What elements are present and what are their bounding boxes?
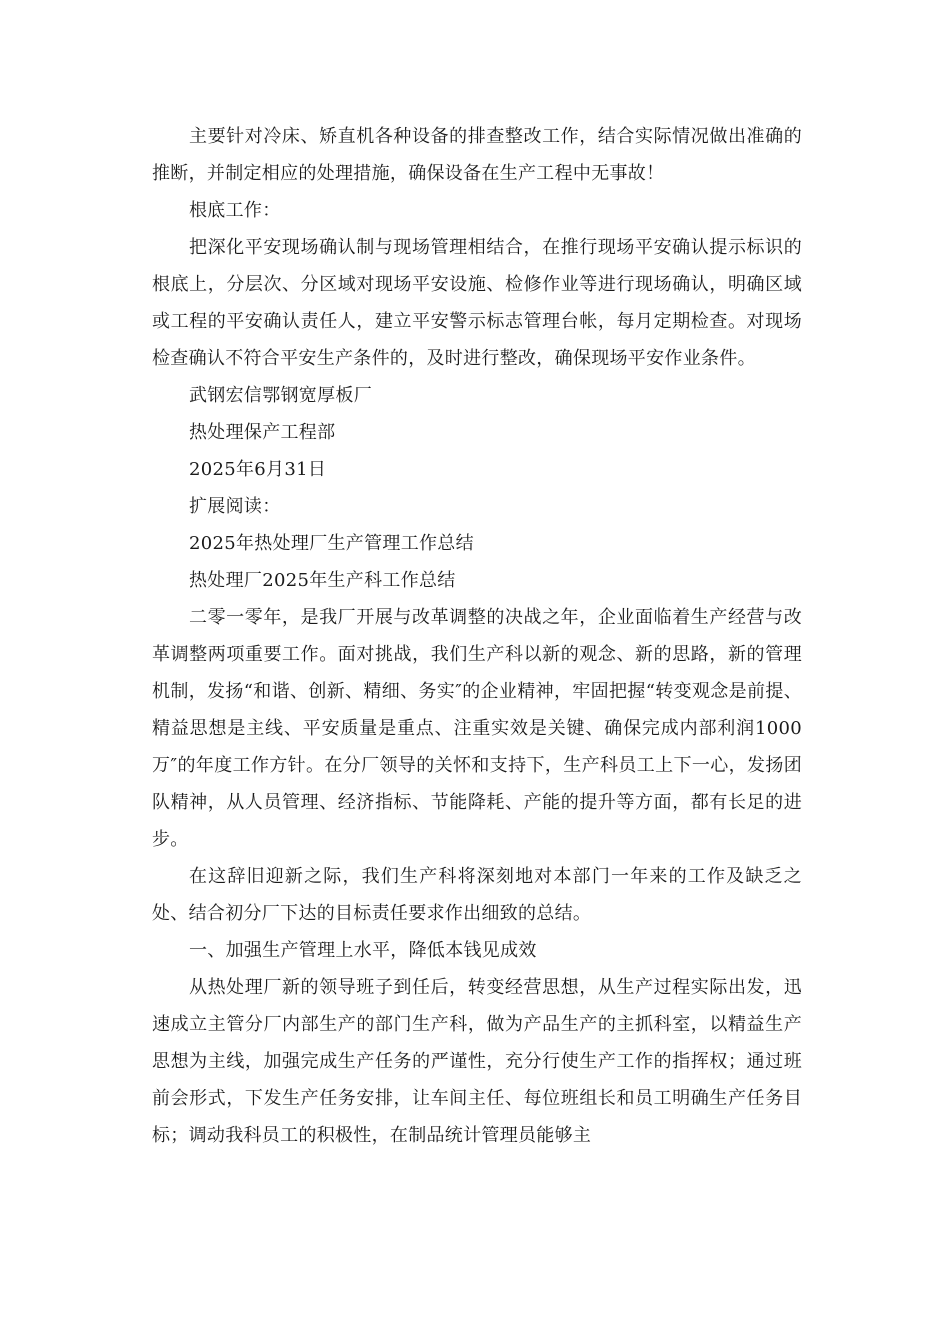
paragraph-production-management: 从热处理厂新的领导班子到任后，转变经营思想，从生产过程实际出发，迅速成立主管分厂内部生产的部门生产科，做为产品生产的主抓科室，以精益生产思想为主线，加强完成生产任务的严谨性，充分行使生产工作的指挥权；通过班前会形式，下发生产任务安排，让车间主任、每位班组长和员工明确生产任务目标；调动我科员工的积极性，在制品统计管理员能够主 (152, 977, 802, 1146)
heading-foundation-work: 根底工作： (189, 200, 281, 221)
signature-date: 2025年6月31日 (189, 459, 327, 480)
section-heading-production-management: 一、加强生产管理上水平，降低本钱见成效 (189, 940, 537, 961)
extended-reading-title: 2025年热处理厂生产管理工作总结 (189, 533, 474, 554)
extended-reading-label: 扩展阅读： (189, 496, 281, 517)
paragraph-summary-intro: 在这辞旧迎新之际，我们生产科将深刻地对本部门一年来的工作及缺乏之处、结合初分厂下达的目标责任要求作出细致的总结。 (152, 866, 802, 924)
article-title: 热处理厂2025年生产科工作总结 (189, 570, 456, 591)
document-body (152, 118, 802, 1154)
paragraph-equipment-inspection: 主要针对冷床、矫直机各种设备的排查整改工作，结合实际情况做出准确的推断，并制定相应的处理措施，确保设备在生产工程中无事故！ (152, 126, 802, 184)
paragraph-safety-confirmation: 把深化平安现场确认制与现场管理相结合，在推行现场平安确认提示标识的根底上，分层次、分区域对现场平安设施、检修作业等进行现场确认，明确区域或工程的平安确认责任人，建立平安警示标志管理台帐，每月定期检查。对现场检查确认不符合平安生产条件的，及时进行整改，确保现场平安作业条件。 (152, 237, 802, 369)
signature-organization: 武钢宏信鄂钢宽厚板厂 (189, 385, 372, 406)
paragraph-year-overview: 二零一零年，是我厂开展与改革调整的决战之年，企业面临着生产经营与改革调整两项重要工作。面对挑战，我们生产科以新的观念、新的思路，新的管理机制，发扬“和谐、创新、精细、务实″的企业精神，牢固把握“转变观念是前提、精益思想是主线、平安质量是重点、注重实效是关键、确保完成内部利润1000万″的年度工作方针。在分厂领导的关怀和支持下，生产科员工上下一心，发扬团队精神，从人员管理、经济指标、节能降耗、产能的提升等方面，都有长足的进步。 (152, 607, 802, 850)
signature-department: 热处理保产工程部 (189, 422, 336, 443)
